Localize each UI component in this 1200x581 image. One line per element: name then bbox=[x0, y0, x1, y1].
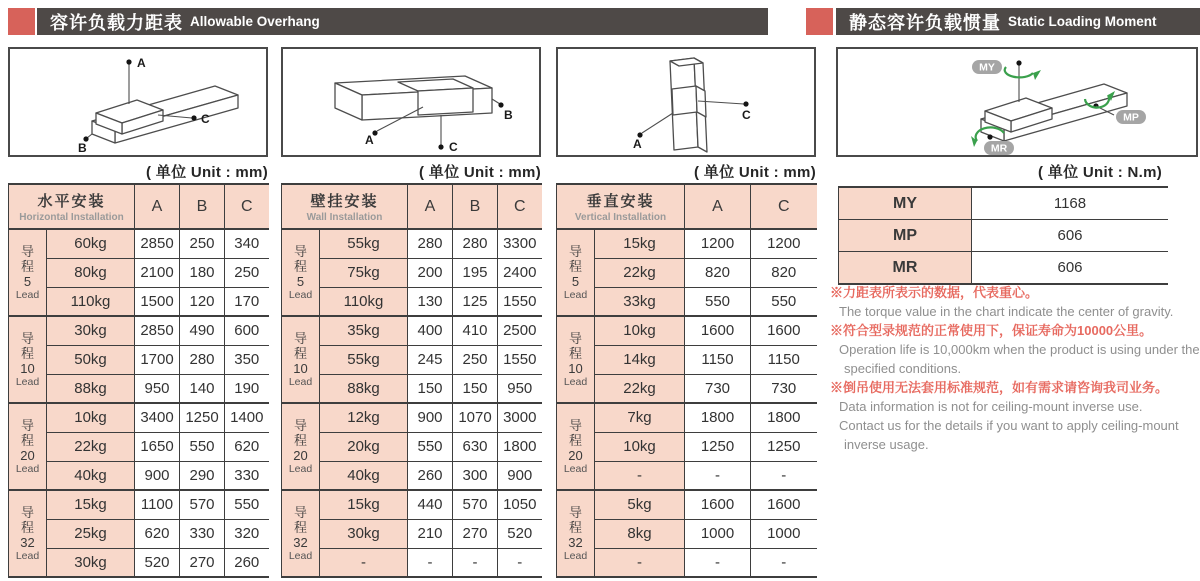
table-title bbox=[282, 184, 408, 229]
table-row bbox=[839, 252, 1169, 285]
table-row bbox=[9, 316, 269, 345]
value-cell: 730 bbox=[685, 374, 751, 403]
value-cell: 1250 bbox=[751, 432, 817, 461]
horizontal-install-table bbox=[8, 183, 269, 578]
value-cell: 820 bbox=[685, 258, 751, 287]
load-cell: 25kg bbox=[47, 519, 135, 548]
lead-cell: 导 程 32 Lead bbox=[557, 490, 595, 577]
table-row bbox=[282, 490, 542, 519]
value-cell: 900 bbox=[498, 461, 542, 490]
value-cell: 280 bbox=[408, 229, 453, 258]
lead-cell: 导 程 32 Lead bbox=[282, 490, 320, 577]
value-cell: 950 bbox=[498, 374, 542, 403]
value-cell: 1550 bbox=[498, 287, 542, 316]
table-row bbox=[282, 316, 542, 345]
value-cell: - bbox=[685, 548, 751, 577]
dim-label-c: C bbox=[201, 112, 210, 126]
dim-label-b: B bbox=[78, 141, 87, 155]
value-cell: 410 bbox=[453, 316, 498, 345]
load-cell: 30kg bbox=[320, 519, 408, 548]
mp-badge-label: MP bbox=[1123, 111, 1139, 124]
value-cell: 245 bbox=[408, 345, 453, 374]
table-row bbox=[282, 403, 542, 432]
table-title-zh: 壁挂安装 bbox=[310, 193, 379, 210]
moment-value: 606 bbox=[972, 220, 1169, 252]
note-zh: ※符合型录规范的正常使用下，保证寿命为10000公里。 bbox=[830, 323, 1153, 338]
value-cell: 2100 bbox=[135, 258, 180, 287]
value-cell: - bbox=[685, 461, 751, 490]
load-cell: 30kg bbox=[47, 316, 135, 345]
notes-section bbox=[830, 283, 1200, 454]
value-cell: 1200 bbox=[751, 229, 817, 258]
table-row bbox=[9, 229, 269, 258]
value-cell: 270 bbox=[180, 548, 225, 577]
column-header-b: B bbox=[180, 184, 225, 229]
note-en: inverse usage. bbox=[844, 437, 929, 452]
table-row bbox=[9, 403, 269, 432]
value-cell: 320 bbox=[225, 519, 269, 548]
table-title bbox=[9, 184, 135, 229]
load-cell: 10kg bbox=[47, 403, 135, 432]
column-header-c: C bbox=[751, 184, 817, 229]
static-loading-moment-table bbox=[838, 186, 1168, 285]
my-badge-label: MY bbox=[979, 61, 995, 74]
note-en: Operation life is 10,000km when the product is using under the bbox=[839, 342, 1200, 357]
horizontal-rail-drawing bbox=[10, 49, 266, 155]
value-cell: 180 bbox=[180, 258, 225, 287]
lead-cell: 导 程 20 Lead bbox=[282, 403, 320, 490]
value-cell: 3400 bbox=[135, 403, 180, 432]
table-row bbox=[9, 519, 269, 548]
value-cell: 1800 bbox=[685, 403, 751, 432]
value-cell: 520 bbox=[135, 548, 180, 577]
table-row bbox=[282, 548, 542, 577]
value-cell: 1400 bbox=[225, 403, 269, 432]
table-row bbox=[9, 490, 269, 519]
table-row bbox=[9, 258, 269, 287]
table-row bbox=[557, 374, 817, 403]
wall-install-diagram bbox=[281, 47, 541, 157]
dim-label-a: A bbox=[365, 133, 374, 147]
value-cell: 350 bbox=[225, 345, 269, 374]
lead-cell: 导 程 10 Lead bbox=[557, 316, 595, 403]
column-header-c: C bbox=[498, 184, 542, 229]
value-cell: 195 bbox=[453, 258, 498, 287]
table-row bbox=[557, 461, 817, 490]
right-header-title-en: Static Loading Moment bbox=[1008, 14, 1157, 29]
load-cell: 40kg bbox=[320, 461, 408, 490]
value-cell: 330 bbox=[180, 519, 225, 548]
column-header-c: C bbox=[225, 184, 269, 229]
wall-rail-drawing bbox=[283, 49, 539, 155]
load-cell: 22kg bbox=[47, 432, 135, 461]
value-cell: 280 bbox=[180, 345, 225, 374]
value-cell: 3300 bbox=[498, 229, 542, 258]
mr-badge-label: MR bbox=[990, 142, 1008, 155]
note-en: The torque value in the chart indicate the center of gravity. bbox=[839, 304, 1174, 319]
load-cell: 7kg bbox=[595, 403, 685, 432]
table-row bbox=[282, 461, 542, 490]
load-cell: 15kg bbox=[595, 229, 685, 258]
table-row bbox=[839, 220, 1169, 252]
value-cell: 150 bbox=[408, 374, 453, 403]
value-cell: - bbox=[453, 548, 498, 577]
lead-cell: 导 程 5 Lead bbox=[9, 229, 47, 316]
table-title-en: Wall Installation bbox=[306, 212, 383, 223]
table-title-en: Horizontal Installation bbox=[19, 212, 124, 223]
table-header-row bbox=[282, 184, 542, 229]
dim-label-a: A bbox=[137, 56, 146, 70]
dim-label-a: A bbox=[633, 137, 642, 151]
right-header-title-zh: 静态容许负载惯量 bbox=[849, 12, 1001, 33]
note-en: specified conditions. bbox=[844, 361, 962, 376]
table-title-zh: 垂直安装 bbox=[586, 193, 655, 210]
table-row bbox=[9, 548, 269, 577]
value-cell: 250 bbox=[225, 258, 269, 287]
dim-label-c: C bbox=[449, 140, 458, 154]
value-cell: 260 bbox=[408, 461, 453, 490]
left-header-title-en: Allowable Overhang bbox=[190, 14, 320, 29]
load-cell: 55kg bbox=[320, 229, 408, 258]
load-cell: 5kg bbox=[595, 490, 685, 519]
value-cell: 620 bbox=[135, 519, 180, 548]
value-cell: 330 bbox=[225, 461, 269, 490]
value-cell: 1150 bbox=[685, 345, 751, 374]
dim-label-c: C bbox=[742, 108, 751, 122]
note-zh: ※倒吊使用无法套用标准规范，如有需求请咨询我司业务。 bbox=[830, 380, 1169, 395]
table-row bbox=[9, 345, 269, 374]
table-title bbox=[557, 184, 685, 229]
lead-cell: 导 程 10 Lead bbox=[282, 316, 320, 403]
column-header-b: B bbox=[453, 184, 498, 229]
unit-label-mm-3: ( 单位 Unit : mm) bbox=[694, 164, 816, 181]
moment-label: MP bbox=[839, 220, 972, 252]
load-cell: 110kg bbox=[47, 287, 135, 316]
value-cell: 1250 bbox=[685, 432, 751, 461]
lead-cell: 导 程 5 Lead bbox=[557, 229, 595, 316]
table-row bbox=[557, 345, 817, 374]
value-cell: 490 bbox=[180, 316, 225, 345]
value-cell: - bbox=[408, 548, 453, 577]
horizontal-install-diagram bbox=[8, 47, 268, 157]
value-cell: 300 bbox=[453, 461, 498, 490]
value-cell: 125 bbox=[453, 287, 498, 316]
value-cell: 150 bbox=[453, 374, 498, 403]
load-cell: 30kg bbox=[47, 548, 135, 577]
value-cell: 1200 bbox=[685, 229, 751, 258]
value-cell: 1050 bbox=[498, 490, 542, 519]
value-cell: 630 bbox=[453, 432, 498, 461]
value-cell: 1100 bbox=[135, 490, 180, 519]
moment-value: 1168 bbox=[972, 187, 1169, 220]
value-cell: 2850 bbox=[135, 316, 180, 345]
unit-label-mm-2: ( 单位 Unit : mm) bbox=[419, 164, 541, 181]
value-cell: 280 bbox=[453, 229, 498, 258]
value-cell: 1800 bbox=[498, 432, 542, 461]
value-cell: 900 bbox=[408, 403, 453, 432]
value-cell: 1600 bbox=[685, 316, 751, 345]
load-cell: 80kg bbox=[47, 258, 135, 287]
table-row bbox=[557, 490, 817, 519]
column-header-a: A bbox=[135, 184, 180, 229]
value-cell: 1000 bbox=[685, 519, 751, 548]
table-row bbox=[282, 519, 542, 548]
value-cell: 400 bbox=[408, 316, 453, 345]
value-cell: 730 bbox=[751, 374, 817, 403]
value-cell: 1650 bbox=[135, 432, 180, 461]
unit-label-mm-1: ( 单位 Unit : mm) bbox=[146, 164, 268, 181]
load-cell: 12kg bbox=[320, 403, 408, 432]
lead-cell: 导 程 20 Lead bbox=[9, 403, 47, 490]
lead-cell: 导 程 20 Lead bbox=[557, 403, 595, 490]
right-section-header bbox=[836, 8, 1200, 35]
value-cell: 620 bbox=[225, 432, 269, 461]
load-cell: 10kg bbox=[595, 316, 685, 345]
load-cell: 20kg bbox=[320, 432, 408, 461]
value-cell: 570 bbox=[180, 490, 225, 519]
table-header-row bbox=[557, 184, 817, 229]
value-cell: - bbox=[498, 548, 542, 577]
lead-cell: 导 程 10 Lead bbox=[9, 316, 47, 403]
lead-cell: 导 程 5 Lead bbox=[282, 229, 320, 316]
load-cell: 55kg bbox=[320, 345, 408, 374]
value-cell: 1550 bbox=[498, 345, 542, 374]
dim-label-b: B bbox=[504, 108, 513, 122]
value-cell: 120 bbox=[180, 287, 225, 316]
table-row bbox=[9, 461, 269, 490]
load-cell: 88kg bbox=[47, 374, 135, 403]
value-cell: 550 bbox=[408, 432, 453, 461]
moment-rail-drawing bbox=[838, 49, 1196, 155]
value-cell: 200 bbox=[408, 258, 453, 287]
static-moment-diagram bbox=[836, 47, 1198, 157]
table-row bbox=[557, 229, 817, 258]
lead-cell: 导 程 32 Lead bbox=[9, 490, 47, 577]
value-cell: 340 bbox=[225, 229, 269, 258]
table-row bbox=[557, 258, 817, 287]
value-cell: 2850 bbox=[135, 229, 180, 258]
moment-label: MR bbox=[839, 252, 972, 285]
right-header-accent-square bbox=[806, 8, 833, 35]
value-cell: 1500 bbox=[135, 287, 180, 316]
value-cell: 250 bbox=[180, 229, 225, 258]
value-cell: 190 bbox=[225, 374, 269, 403]
value-cell: 1800 bbox=[751, 403, 817, 432]
table-row bbox=[282, 345, 542, 374]
value-cell: 260 bbox=[225, 548, 269, 577]
value-cell: 270 bbox=[453, 519, 498, 548]
value-cell: 1000 bbox=[751, 519, 817, 548]
load-cell: 22kg bbox=[595, 374, 685, 403]
value-cell: 2500 bbox=[498, 316, 542, 345]
vertical-install-diagram bbox=[556, 47, 816, 157]
table-row bbox=[557, 548, 817, 577]
value-cell: 250 bbox=[453, 345, 498, 374]
value-cell: 1070 bbox=[453, 403, 498, 432]
value-cell: 550 bbox=[180, 432, 225, 461]
value-cell: 950 bbox=[135, 374, 180, 403]
table-row bbox=[282, 229, 542, 258]
table-row bbox=[557, 287, 817, 316]
table-row bbox=[9, 287, 269, 316]
table-header-row bbox=[9, 184, 269, 229]
value-cell: 550 bbox=[751, 287, 817, 316]
table-row bbox=[282, 432, 542, 461]
vertical-install-table bbox=[556, 183, 817, 578]
table-row bbox=[839, 187, 1169, 220]
load-cell: - bbox=[595, 461, 685, 490]
table-row bbox=[9, 432, 269, 461]
table-row bbox=[557, 519, 817, 548]
value-cell: 140 bbox=[180, 374, 225, 403]
table-row bbox=[282, 287, 542, 316]
value-cell: 210 bbox=[408, 519, 453, 548]
value-cell: 550 bbox=[225, 490, 269, 519]
table-row bbox=[9, 374, 269, 403]
wall-install-table bbox=[281, 183, 542, 578]
value-cell: 550 bbox=[685, 287, 751, 316]
table-row bbox=[557, 432, 817, 461]
moment-label: MY bbox=[839, 187, 972, 220]
moment-value: 606 bbox=[972, 252, 1169, 285]
value-cell: 170 bbox=[225, 287, 269, 316]
value-cell: 570 bbox=[453, 490, 498, 519]
value-cell: 3000 bbox=[498, 403, 542, 432]
value-cell: 1700 bbox=[135, 345, 180, 374]
note-en: Data information is not for ceiling-mount inverse use. bbox=[839, 399, 1143, 414]
load-cell: 22kg bbox=[595, 258, 685, 287]
left-header-title-zh: 容许负载力距表 bbox=[50, 12, 183, 33]
load-cell: 10kg bbox=[595, 432, 685, 461]
value-cell: 2400 bbox=[498, 258, 542, 287]
table-row bbox=[557, 403, 817, 432]
value-cell: - bbox=[751, 461, 817, 490]
value-cell: 1150 bbox=[751, 345, 817, 374]
left-header-accent-square bbox=[8, 8, 35, 35]
value-cell: 440 bbox=[408, 490, 453, 519]
value-cell: 600 bbox=[225, 316, 269, 345]
note-zh: ※力距表所表示的数据，代表重心。 bbox=[830, 285, 1039, 300]
load-cell: - bbox=[320, 548, 408, 577]
table-row bbox=[282, 258, 542, 287]
column-header-a: A bbox=[408, 184, 453, 229]
value-cell: 520 bbox=[498, 519, 542, 548]
load-cell: 50kg bbox=[47, 345, 135, 374]
table-title-zh: 水平安装 bbox=[37, 193, 106, 210]
value-cell: 1600 bbox=[751, 490, 817, 519]
load-cell: - bbox=[595, 548, 685, 577]
load-cell: 15kg bbox=[320, 490, 408, 519]
load-cell: 110kg bbox=[320, 287, 408, 316]
unit-label-nm: ( 单位 Unit : N.m) bbox=[1038, 164, 1162, 181]
value-cell: 130 bbox=[408, 287, 453, 316]
vertical-rail-drawing bbox=[558, 49, 814, 155]
note-en: Contact us for the details if you want to apply ceiling-mount bbox=[839, 418, 1179, 433]
load-cell: 60kg bbox=[47, 229, 135, 258]
table-row bbox=[282, 374, 542, 403]
load-cell: 35kg bbox=[320, 316, 408, 345]
column-header-a: A bbox=[685, 184, 751, 229]
load-cell: 14kg bbox=[595, 345, 685, 374]
value-cell: 1600 bbox=[751, 316, 817, 345]
table-row bbox=[557, 316, 817, 345]
value-cell: 1250 bbox=[180, 403, 225, 432]
value-cell: 290 bbox=[180, 461, 225, 490]
load-cell: 40kg bbox=[47, 461, 135, 490]
table-title-en: Vertical Installation bbox=[574, 212, 667, 223]
value-cell: 900 bbox=[135, 461, 180, 490]
load-cell: 33kg bbox=[595, 287, 685, 316]
load-cell: 88kg bbox=[320, 374, 408, 403]
value-cell: 1600 bbox=[685, 490, 751, 519]
load-cell: 8kg bbox=[595, 519, 685, 548]
left-section-header bbox=[37, 8, 768, 35]
value-cell: 820 bbox=[751, 258, 817, 287]
load-cell: 75kg bbox=[320, 258, 408, 287]
value-cell: - bbox=[751, 548, 817, 577]
load-cell: 15kg bbox=[47, 490, 135, 519]
